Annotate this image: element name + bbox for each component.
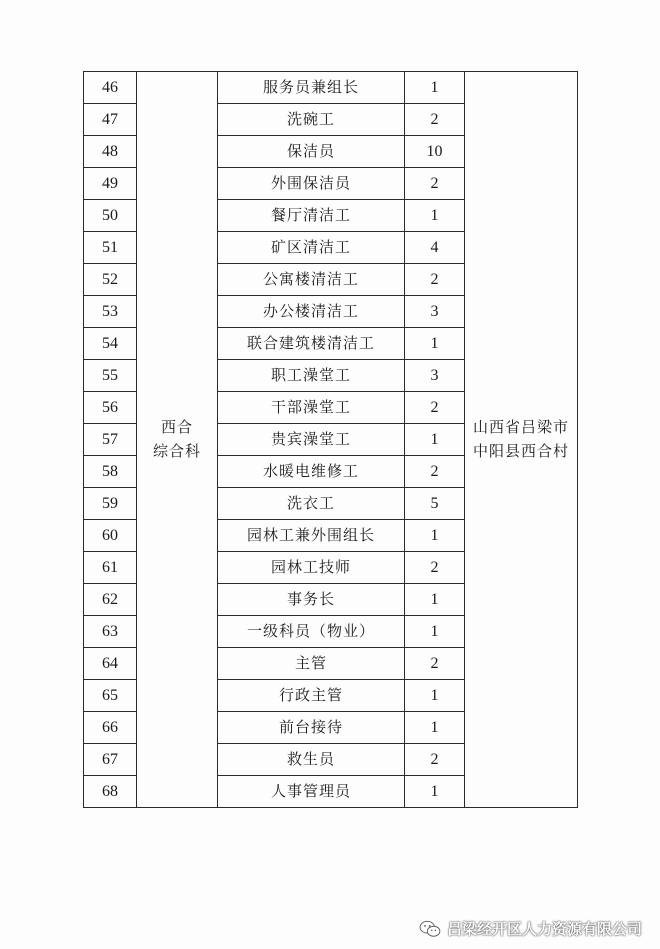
post-title: 餐厅清洁工 <box>218 200 405 232</box>
post-title: 一级科员（物业） <box>218 616 405 648</box>
post-title: 水暖电维修工 <box>218 456 405 488</box>
headcount: 2 <box>405 264 465 296</box>
row-number: 66 <box>84 712 137 744</box>
row-number: 68 <box>84 776 137 808</box>
headcount: 2 <box>405 392 465 424</box>
row-number: 46 <box>84 72 137 104</box>
post-title: 干部澡堂工 <box>218 392 405 424</box>
headcount: 1 <box>405 616 465 648</box>
headcount: 10 <box>405 136 465 168</box>
job-roster-table <box>83 71 578 808</box>
headcount: 2 <box>405 456 465 488</box>
row-number: 59 <box>84 488 137 520</box>
headcount: 1 <box>405 520 465 552</box>
post-title: 洗碗工 <box>218 104 405 136</box>
post-title: 园林工兼外围组长 <box>218 520 405 552</box>
work-location: 山西省吕梁市 中阳县西合村 <box>472 418 569 460</box>
row-number: 58 <box>84 456 137 488</box>
watermark-text: 吕梁经开区人力资源有限公司 <box>446 920 642 938</box>
headcount: 5 <box>405 488 465 520</box>
row-number: 63 <box>84 616 137 648</box>
row-number: 52 <box>84 264 137 296</box>
row-number: 64 <box>84 648 137 680</box>
row-number: 61 <box>84 552 137 584</box>
headcount: 2 <box>405 104 465 136</box>
row-number: 57 <box>84 424 137 456</box>
row-number: 67 <box>84 744 137 776</box>
headcount: 3 <box>405 296 465 328</box>
headcount: 1 <box>405 776 465 808</box>
row-number: 47 <box>84 104 137 136</box>
post-title: 园林工技师 <box>218 552 405 584</box>
post-title: 公寓楼清洁工 <box>218 264 405 296</box>
post-title: 外围保洁员 <box>218 168 405 200</box>
post-title: 保洁员 <box>218 136 405 168</box>
post-title: 主管 <box>218 648 405 680</box>
department-cell <box>137 72 218 808</box>
headcount: 1 <box>405 680 465 712</box>
row-number: 48 <box>84 136 137 168</box>
headcount: 2 <box>405 744 465 776</box>
headcount: 4 <box>405 232 465 264</box>
post-title: 贵宾澡堂工 <box>218 424 405 456</box>
headcount: 2 <box>405 552 465 584</box>
headcount: 1 <box>405 712 465 744</box>
watermark <box>419 918 642 939</box>
headcount: 2 <box>405 648 465 680</box>
post-title: 事务长 <box>218 584 405 616</box>
headcount: 1 <box>405 424 465 456</box>
post-title: 前台接待 <box>218 712 405 744</box>
row-number: 50 <box>84 200 137 232</box>
headcount: 1 <box>405 200 465 232</box>
headcount: 1 <box>405 328 465 360</box>
row-number: 54 <box>84 328 137 360</box>
post-title: 洗衣工 <box>218 488 405 520</box>
department-name: 西合 综合科 <box>152 418 201 460</box>
post-title: 服务员兼组长 <box>218 72 405 104</box>
post-title: 职工澡堂工 <box>218 360 405 392</box>
headcount: 1 <box>405 72 465 104</box>
row-number: 53 <box>84 296 137 328</box>
table-row <box>84 72 578 104</box>
wechat-icon <box>419 920 441 938</box>
row-number: 51 <box>84 232 137 264</box>
post-title: 办公楼清洁工 <box>218 296 405 328</box>
post-title: 行政主管 <box>218 680 405 712</box>
row-number: 56 <box>84 392 137 424</box>
row-number: 55 <box>84 360 137 392</box>
row-number: 60 <box>84 520 137 552</box>
work-location-cell <box>465 72 578 808</box>
headcount: 2 <box>405 168 465 200</box>
headcount: 3 <box>405 360 465 392</box>
post-title: 救生员 <box>218 744 405 776</box>
post-title: 联合建筑楼清洁工 <box>218 328 405 360</box>
row-number: 65 <box>84 680 137 712</box>
roster-body <box>84 72 578 808</box>
row-number: 49 <box>84 168 137 200</box>
post-title: 人事管理员 <box>218 776 405 808</box>
headcount: 1 <box>405 584 465 616</box>
post-title: 矿区清洁工 <box>218 232 405 264</box>
row-number: 62 <box>84 584 137 616</box>
